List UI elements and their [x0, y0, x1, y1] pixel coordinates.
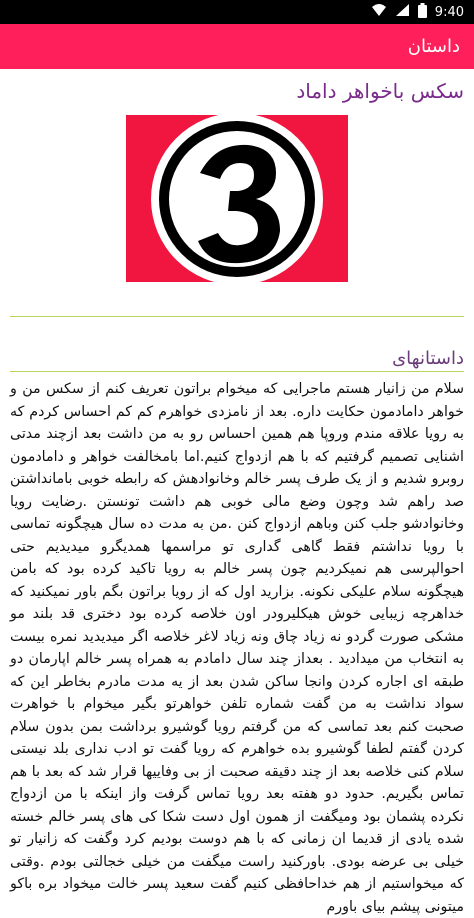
app-bar [0, 24, 474, 69]
post-title[interactable]: سکس باخواهر داماد [296, 79, 464, 103]
status-bar [0, 0, 474, 24]
wifi-icon [371, 3, 387, 21]
signal-icon [395, 3, 410, 21]
divider [10, 316, 464, 317]
story-text: سلام من زانیار هستم ماجرایی که میخوام براتون تعریف کنم از سکس من و خواهر دامادمون حکایت داره. بعد از نامزدی خواهرم کم کم احساس کردم که به رویا علاقه مندم وروپا هم همین احساس رو به من داشت بعد ازچند مدتی اشنایی تصمیم گرفتیم که با هم ازدواج کنیم.اما بامخالفت خواهر و دامادمون روبرو شدیم و از یک طرف پسر خالم وخانوادهش که رابطه خوبی بامانداشتن صد راهم شد وچون وضع مالی خوبی هم داشت تونستن .رضایت رویا وخانوادشو جلب کنن وباهم ازدواج کنن .من به مدت ده سال هیچگونه تماسی با رویا نداشتم فقط گاهی گداری تو مراسمها همدیگرو میدیدیم حتی احوالپرسی هم نمیکردیم چون پسر خالم به رویا تاکید کرده بود که بامن هیچگونه سلام علیکی نکونه. بزارید اول که از رویا براتون بگم باور نمیکنید که خداهرچه زیبایی خوش هیکلیرودر اون خلاصه کرده بود دختری قد بلند مو مشکی صورت گردو نه زیاد چاق ونه زیاد لاغر خلاصه اگر میدیدید نمره بیست به انتخاب من میدادید . بعداز چند سال دامادم به همراه پسر خالم اپارمان دو طبقه ای اجاره کردن وانجا ساکن شدن بعد از یه مدت مادرم بخاطر این که سواد نداشت به من گفت شماره تلفن خواهرتو بگیر میخوام با خواهرت صحبت کنم بعد تماسی که من گرفتم رویا گوشیرو برداشت بمن بدون سلام کردن گفتم لطفا گوشیرو بده خواهرم که رویا گفت تو ادب نداری بلد نیستی سلام کنی خلاصه بعد از چند دقیقه صحبت از بی وفاییها قرار شد که بعد با هم تماس بگیریم. حدود دو هفته بعد رویا تماس گرفت واز اینکه با من ازدواج نکرده پشمان بود ومیگفت از همون اول دست شکا کی های پسر خالم خسته شده یادی از قدیما ان زمانی که با هم دوست بودیم کرد وگفت که زانیار تو خیلی بی عرضه بودی. باورکنید راست میگفت من خیلی خجالتی بودم .وقتی که میخواستیم از هم خداحافظی کنیم گفت سعید پسر خالت میخواد بره باکو میتونی پیشم بیای باورم [10, 381, 464, 915]
battery-icon [418, 3, 427, 22]
status-time: 9:40 [434, 4, 464, 20]
post-image[interactable] [126, 115, 348, 282]
section-divider [10, 371, 464, 372]
number-3-badge-icon [126, 115, 348, 282]
section-title: داستانهای [392, 348, 464, 369]
main-content [0, 79, 474, 918]
app-title: داستان [407, 36, 460, 57]
